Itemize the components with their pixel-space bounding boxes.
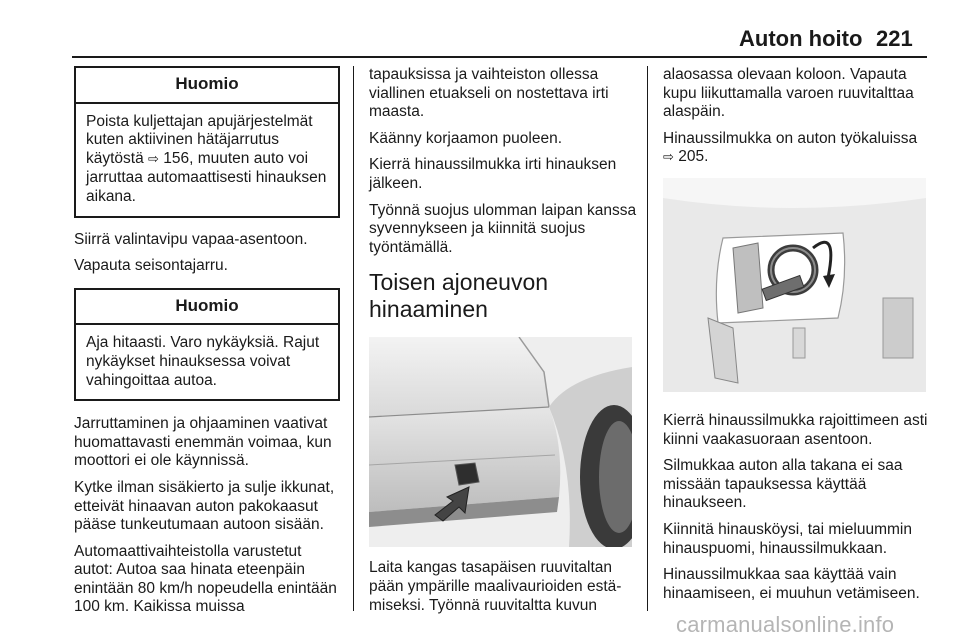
note-box-drive-slowly bbox=[74, 288, 340, 401]
figure-rear-bumper bbox=[369, 337, 632, 547]
paragraph: Silmukkaa auton alla takana ei saa missään tapauksessa käyttää hinaukseen. bbox=[663, 457, 903, 512]
column-divider-right bbox=[647, 66, 648, 611]
paragraph: Käänny korjaamon puoleen. bbox=[369, 129, 563, 147]
column-middle bbox=[369, 66, 637, 623]
paragraph: Vapauta seisontajarru. bbox=[74, 257, 228, 275]
paragraph: Kiinnitä hinausköysi, tai mieluummin hinauspuomi, hinaussilmukkaan. bbox=[663, 520, 912, 557]
paragraph: Laita kangas tasapäisen ruuvitaltan pään ympärille maalivaurioiden estämiseksi. Työnnä ruuvitaltta kuvun bbox=[369, 559, 622, 614]
paragraph: alaosassa olevaan koloon. Vapauta kupu liikuttamalla varoen ruuvitalttaa alaspäin. bbox=[663, 66, 914, 121]
paragraph: Työnnä suojus ulomman laipan kanssa syvennykseen ja kiinnitä suojus työntämällä. bbox=[369, 201, 637, 256]
paragraph: Kytke ilman sisäkierto ja sulje ikkunat, etteivät hinaavan auton pakokaasut pääse tunkeutumaan autoon sisään. bbox=[74, 478, 335, 534]
note-text: Aja hitaasti. Varo nykäyksiä. Rajut nykäykset hinauksessa voivat vahingoittaa autoa. bbox=[86, 334, 320, 389]
paragraph: Hinaussilmukka on auton työkaluissa ⇨ 205. bbox=[663, 129, 918, 166]
xref-link[interactable]: 205. bbox=[673, 148, 709, 166]
paragraph: Siirrä valintavipu vapaa-asentoon. bbox=[74, 230, 308, 248]
paragraph: Automaattivaihteistolla varustetut autot: Autoa saa hinata eteenpäin enintään 80 km/h nopeudella enintään 100 km. Kaikissa muissa bbox=[74, 542, 337, 616]
column-divider-left bbox=[353, 66, 354, 611]
watermark: carmanualsonline.info bbox=[676, 612, 895, 637]
paragraph: Kierrä hinaussilmukka rajoittimeen asti kiinni vaakasuoraan asentoon. bbox=[663, 411, 928, 448]
car-rear-illustration bbox=[369, 337, 632, 547]
note-title: Huomio bbox=[76, 290, 338, 326]
page-header bbox=[0, 24, 960, 58]
page-number: 221 bbox=[876, 26, 913, 51]
towing-eye-illustration bbox=[663, 178, 926, 392]
section-heading: Toisen ajoneuvon hinaaminen bbox=[369, 269, 549, 323]
xref-arrow-icon: ⇨ bbox=[148, 151, 159, 167]
note-text: Poista kuljettajan apujärjestelmät kuten aktiivinen hätäjarrutus käytöstä ⇨ 156, muuten auto voi jarruttaa automaattisesti hinauksen aikana. bbox=[86, 112, 327, 205]
note-title: Huomio bbox=[76, 68, 338, 104]
paragraph: Kierrä hinaussilmukka irti hinauksen jälkeen. bbox=[369, 156, 617, 192]
figure-towing-eye bbox=[663, 178, 926, 392]
column-right bbox=[663, 66, 929, 611]
paragraph: Hinaussilmukkaa saa käyttää vain hinaamiseen, ei muuhun vetämiseen. bbox=[663, 566, 920, 602]
note-box-driver-assist bbox=[74, 66, 340, 218]
header-rule bbox=[72, 56, 927, 58]
xref-link[interactable]: 156, muuten auto voi jarruttaa automaattisesti hinauksen aikana. bbox=[86, 149, 327, 205]
paragraph: tapauksissa ja vaihteiston ollessa viallinen etuakseli on nostettava irti maasta. bbox=[369, 66, 609, 121]
xref-arrow-icon: ⇨ bbox=[663, 150, 674, 166]
column-left bbox=[74, 66, 340, 625]
chapter-title: Auton hoito bbox=[739, 26, 863, 51]
paragraph: Jarruttaminen ja ohjaaminen vaativat huomattavasti enemmän voimaa, kun moottori ei ole käynnissä. bbox=[74, 415, 332, 470]
